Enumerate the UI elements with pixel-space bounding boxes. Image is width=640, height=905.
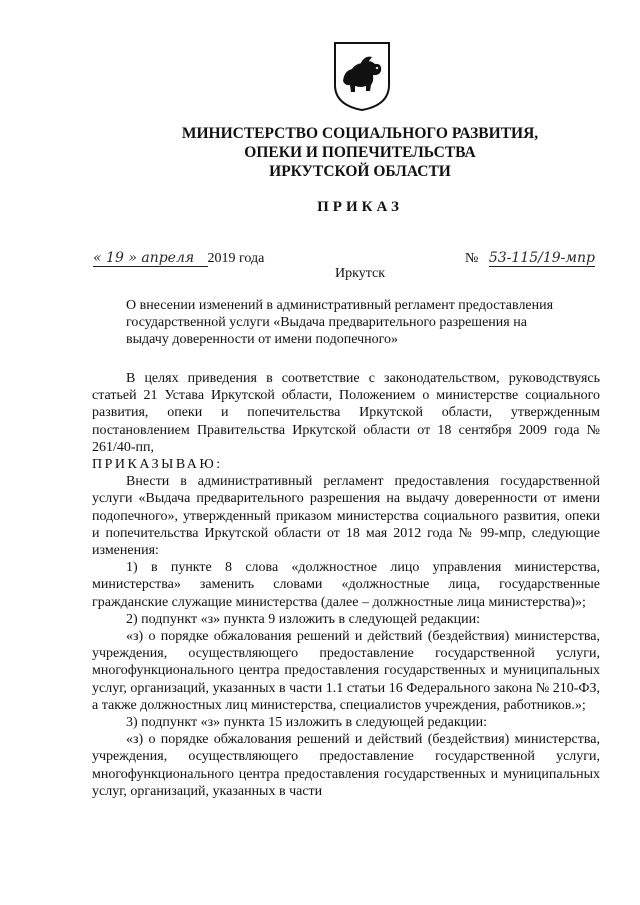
order-subject [126,297,590,348]
item-2-paragraph: 2) подпункт «з» пункта 9 изложить в следующей редакции: [126,611,480,627]
item-3-paragraph: 3) подпункт «з» пункта 15 изложить в следующей редакции: [126,715,487,731]
item-2-text-paragraph: «з) о порядке обжалования решений и действий (бездействия) министерства, учреждения, осуществляющего предоставление государственной услуги, многофункционального центра предоставления государственных и муниципальных услуг, организаций, указанных в части 1.1 статьи 16 Федерального закона № 210-ФЗ, а также должностных лиц министерства, специалистов учреждения, работников.»; [92,629,600,713]
number-sign: № [465,251,479,266]
preamble-paragraph: В целях приведения в соответствие с законодательством, руководствуясь статьей 21 Устава Иркутской области, Положением о министерстве социального развития, опеки и попечительства Иркутской области, утвержденным постановлением Правительства Иркутской области от 18 сентября 2009 года № 261/40-пп, [92,371,600,455]
item-3-text-paragraph: «з) о порядке обжалования решений и действий (бездействия) министерства, учреждения, осуществляющего предоставление государственной услуги, многофункционального центра предоставления государственных и муниципальных услуг, организаций, указанных в части [92,732,600,799]
subject-line-1: О внесении изменений в административный регламент предоставления [126,298,554,313]
order-number [465,250,595,267]
order-date [93,250,264,267]
subject-line-2: государственной услуги «Выдача предварительного разрешения на [126,315,527,330]
order-title: ПРИКАЗ [317,199,403,215]
coat-of-arms-emblem [333,41,391,112]
ministry-line-2: ОПЕКИ И ПОПЕЧИТЕЛЬСТВА [244,144,476,161]
order-month: апреля [141,250,195,266]
subject-line-3: выдачу доверенности от имени подопечного» [126,332,399,347]
ministry-line-3: ИРКУТСКОЙ ОБЛАСТИ [269,163,451,180]
ministry-name [0,124,640,181]
ministry-line-1: МИНИСТЕРСТВО СОЦИАЛЬНОГО РАЗВИТИЯ, [181,125,539,142]
order-directive: ПРИКАЗЫВАЮ: [92,457,223,473]
order-day: 19 [106,250,124,266]
date-handwritten-part: « 19 » апреля [93,250,208,267]
order-year: 2019 года [207,251,265,266]
item-1-paragraph: 1) в пункте 8 слова «должностное лицо управления министерства, министерства» заменить словами «должностные лица, государственные гражданские служащие министерства (далее – должностные лица министерства)»; [92,560,600,610]
order-city: Иркутск [334,266,386,281]
intro-paragraph: Внести в административный регламент предоставления государственной услуги «Выдача предварительного разрешения на выдачу доверенности от имени подопечного», утвержденный приказом министерства социального развития, опеки и попечительства Иркутской области от 18 мая 2012 года № 99-мпр, следующие изменения: [92,474,600,559]
order-number-value: 53-115/19-мпр [488,250,595,266]
order-body [92,370,600,800]
